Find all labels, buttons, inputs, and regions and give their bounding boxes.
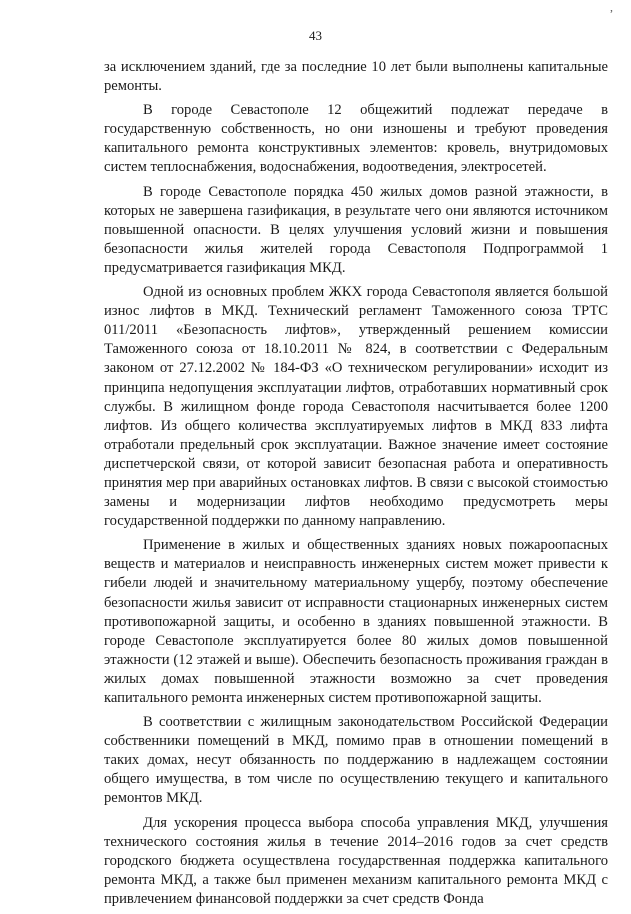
paragraph-continuation: за исключением зданий, где за последние 10 лет были выполнены капитальные ремонты. <box>104 59 608 95</box>
paragraph-elevators: Одной из основных проблем ЖКХ города Севастополя является большой износ лифтов в МКД. Технический регламент Таможенного союза ТРТС 011/2011 «Безопасность лифтов», утвержденный решением комиссии Таможенного союза от 18.10.2011 № 824, в соответствии с Федеральным законом от 27.12.2002 № 184-ФЗ «О техническом регулировании» исходит из принципа недопущения эксплуатации лифтов, отработавших нормативный срок службы. В жилищном фонде города Севастополя насчитывается более 1200 лифтов. Из общего количества эксплуатируемых лифтов в МКД 833 лифта отработали предельный срок эксплуатации. Важное значение имеет состояние диспетчерской связи, от которой зависит безопасная работа и оперативность принятия мер при аварийных остановках лифтов. В связи с высокой стоимостью замены и модернизации лифтов необходимо предусмотреть меры государственной поддержки по данному направлению. <box>104 284 608 530</box>
corner-mark: , <box>610 0 613 14</box>
page-number: 43 <box>309 28 322 43</box>
paragraph-management: Для ускорения процесса выбора способа управления МКД, улучшения технического состояния жилья в течение 2014–2016 годов за счет средств городского бюджета осуществлена государственная поддержка капитального ремонта МКД, а также был применен механизм капитального ремонта МКД с привлечением финансовой поддержки за счет средств Фонда <box>104 814 608 907</box>
paragraph-fire-safety: Применение в жилых и общественных зданиях новых пожароопасных веществ и материалов и неисправность инженерных систем может привести к гибели людей и значительному материальному ущербу, поэтому обеспечение безопасности жилья зависит от исправности стационарных инженерных систем противопожарной защиты, и особенно в зданиях повышенной этажности. В городе Севастополе эксплуатируется более 80 жилых домов повышенной этажности (12 этажей и выше). Обеспечить безопасность проживания граждан в жилых домах повышенной этажности возможно за счет проведения капитального ремонта инженерных систем противопожарной защиты. <box>104 537 608 706</box>
paragraph-gasification: В городе Севастополе порядка 450 жилых домов разной этажности, в которых не завершена газификация, в результате чего они являются источником повышенной опасности. В целях улучшения условий жизни и повышения безопасности жилья жителей города Севастополя Подпрограммой 1 предусматривается газификация МКД. <box>104 183 608 276</box>
paragraph-dormitories: В городе Севастополе 12 общежитий подлежат передаче в государственную собственность, но они изношены и требуют проведения капитального ремонта конструктивных элементов: кровель, внутридомовых систем теплоснабжения, водоснабжения, водоотведения, электросетей. <box>104 102 608 176</box>
paragraph-legislation: В соответствии с жилищным законодательством Российской Федерации собственники помещений в МКД, помимо прав в отношении помещений в таких домах, несут обязанность по поддержанию в надлежащем состоянии общего имущества, в том числе по осуществлению текущего и капитального ремонтов МКД. <box>104 714 608 807</box>
body-text <box>104 58 608 914</box>
